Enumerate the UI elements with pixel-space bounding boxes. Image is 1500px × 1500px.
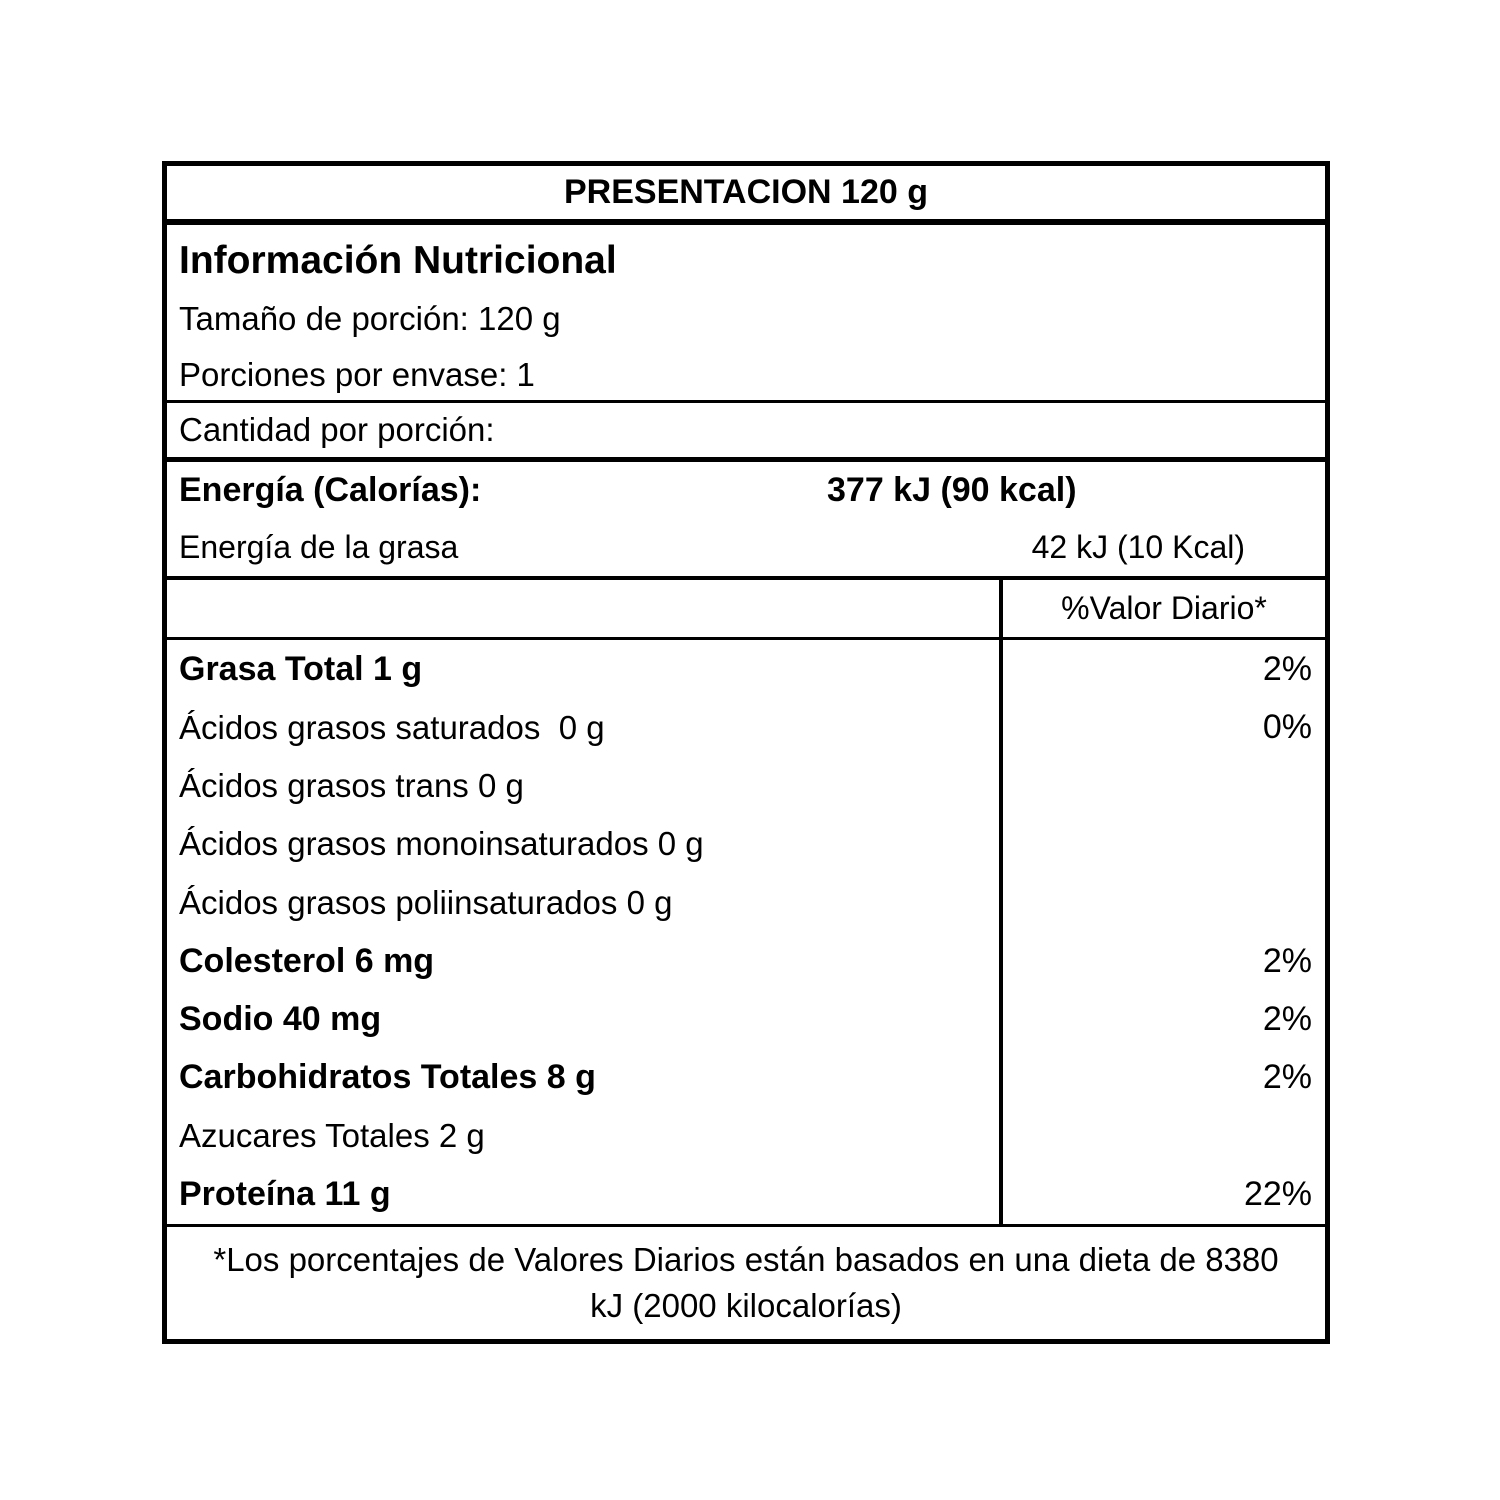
- nutrient-row-proteina: Proteína 11 g: [179, 1175, 391, 1214]
- nutrient-row-grasos-saturados: Ácidos grasos saturados 0 g: [179, 708, 605, 746]
- daily-value-proteina: 22%: [999, 1166, 1325, 1224]
- daily-value-grasa-total: 2%: [999, 640, 1325, 698]
- nutrients-table: [167, 640, 1325, 1227]
- presentation-text: PRESENTACION 120 g: [563, 173, 928, 211]
- daily-value-header-text: %Valor Diario*: [1061, 590, 1267, 626]
- footnote-section: [167, 1227, 1325, 1339]
- presentation-header: [167, 166, 1325, 225]
- daily-value-header-spacer: [167, 580, 999, 637]
- nutrient-row-sodio: Sodio 40 mg: [179, 1000, 382, 1039]
- daily-value-azucares: [999, 1107, 1325, 1165]
- daily-value-carbohidratos: 2%: [999, 1049, 1325, 1107]
- serving-size-text: Tamaño de porción: 120 g: [179, 300, 561, 337]
- amount-per-serving-text: Cantidad por porción:: [179, 411, 495, 448]
- daily-value-grasos-trans: [999, 757, 1325, 815]
- daily-value-sodio: 2%: [999, 990, 1325, 1048]
- nutrition-label: [162, 161, 1330, 1344]
- nutrient-row-grasa-total: Grasa Total 1 g: [179, 649, 423, 688]
- daily-value-grasos-saturados: 0%: [999, 698, 1325, 756]
- nutrition-info-title: Información Nutricional: [179, 239, 617, 282]
- nutrient-row-colesterol: Colesterol 6 mg: [179, 941, 435, 980]
- daily-value-header-row: [167, 580, 1325, 640]
- nutrient-row-monoinsaturados: Ácidos grasos monoinsaturados 0 g: [179, 825, 704, 863]
- servings-per-container-text: Porciones por envase: 1: [179, 356, 535, 393]
- daily-value-colesterol: 2%: [999, 932, 1325, 990]
- energy-section: [167, 462, 1325, 580]
- nutrient-row-azucares: Azucares Totales 2 g: [179, 1117, 485, 1155]
- amount-per-serving-row: [167, 403, 1325, 462]
- nutrient-row-grasos-trans: Ácidos grasos trans 0 g: [179, 766, 524, 804]
- calories-label: Energía (Calorías):: [179, 471, 482, 509]
- nutrient-row-poliinsaturados: Ácidos grasos poliinsaturados 0 g: [179, 883, 673, 921]
- footnote-line1: *Los porcentajes de Valores Diarios están basados en una dieta de 8380: [213, 1241, 1279, 1278]
- calories-row: [179, 462, 1325, 519]
- fat-energy-value: 42 kJ (10 Kcal): [1031, 529, 1245, 565]
- nutrient-row-carbohidratos: Carbohidratos Totales 8 g: [179, 1058, 596, 1097]
- info-section: [167, 225, 1325, 403]
- daily-value-poliinsaturados: [999, 874, 1325, 932]
- calories-value: 377 kJ (90 kcal): [827, 471, 1077, 509]
- daily-value-monoinsaturados: [999, 815, 1325, 873]
- fat-energy-row: [179, 519, 1325, 576]
- fat-energy-label: Energía de la grasa: [179, 529, 459, 565]
- daily-value-header-cell: [999, 580, 1325, 637]
- footnote-line2: kJ (2000 kilocalorías): [590, 1287, 902, 1324]
